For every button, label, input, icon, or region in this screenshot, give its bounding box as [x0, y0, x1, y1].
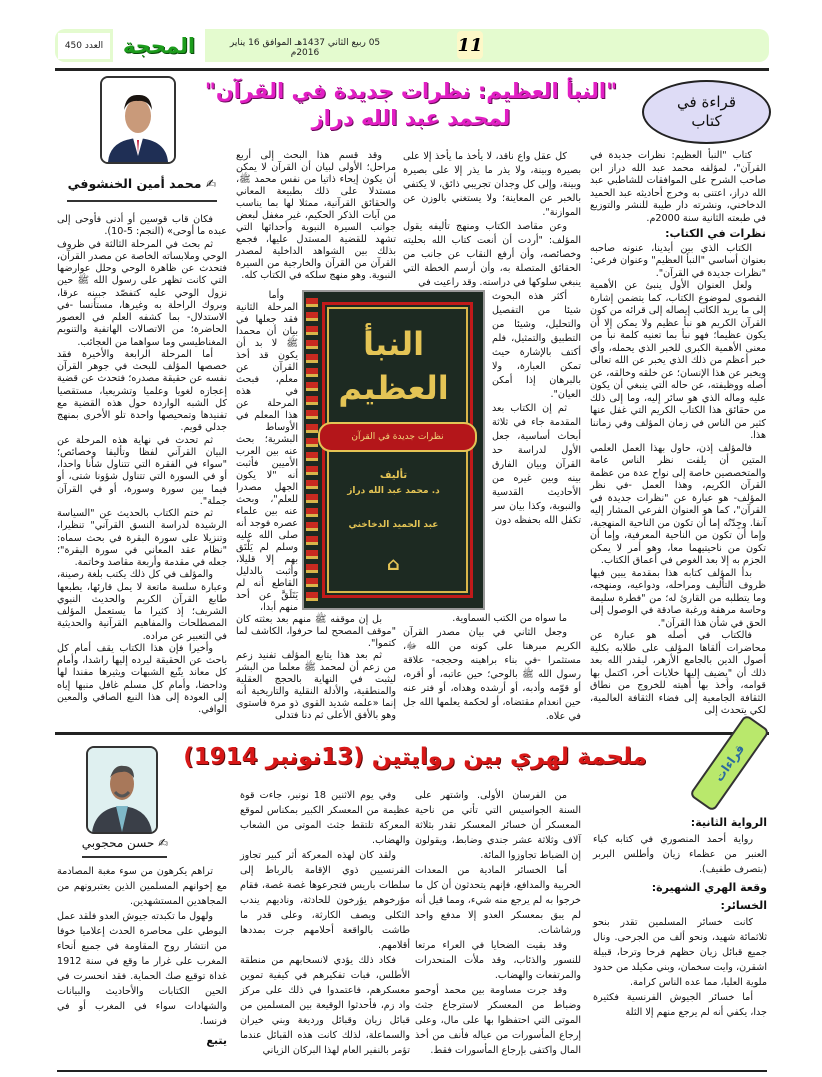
- byline2-divider: [82, 856, 167, 858]
- issue-number: العدد 450: [58, 33, 110, 59]
- subheading: وقعة الهري الشهيرة:: [651, 881, 767, 894]
- paragraph: بدأ المؤلف كتابه هذا بمقدمة يبين فيها ظروف التأليف ومراحله، ودواعيه، ومنهجه، وما يتطلبه من القارئ له؛ من "فطرة سليمة وحاسة مرهفة ورغبة صادقة في الوصول إلى الحق في شأن هذا القرآن".: [590, 567, 766, 629]
- paragraph: ولقد كان لهذه المعركة أثر كبير تجاوز الفرنسيين ذوي الإقامة بالرباط إلى سلطات باريس فتجرعوها غصة غصة، فقام مؤرخوهم يؤرخون للحادثة، وناديهم يندب الثكلى ويصف الكارثة، وعلى قدر ما طاشت بالواقعة أحلامهم جرت بمددها أقلامهم.: [240, 850, 410, 951]
- article1-column-1: [590, 150, 766, 718]
- paragraph: الكتاب الذي بين أيدينا، عنونه صاحبه بعنوان أساسي "النبأ العظيم" وعنوان فرعي: "نظرات جديدة في القرآن".: [590, 242, 766, 279]
- publisher-emblem-icon: ⌂: [387, 554, 400, 575]
- author-photo: [100, 76, 176, 164]
- article1-column-2-top: [403, 150, 581, 290]
- paragraph: وقد قسم هذا البحث إلى أربع مراحل؛ الأولى لبيان أن القرآن لا يمكن أن يكون إيحاء ذاتيا من نفس محمد ﷺ، مستدلا على ذلك بطبيعة المعاني والحقائق القرآنية، ممثلا لها بما يناسب من آيات الذكر الحكيم، غير مغفل لبعض جوانب السيرة النبوية وأحداثها التي تشهد للقضية المستدل عليها، فجمع بذلك بين الشواهد الداخلية لمصدر القرآن من القرآن والخارجية من السيرة النبوية. وهو منهج سلكه في الكتاب كله.: [236, 150, 396, 281]
- cover-by-label: تأليف: [379, 470, 408, 481]
- header-divider: [55, 68, 769, 71]
- book-cover-image: [302, 290, 485, 610]
- author2-photo: [86, 746, 158, 834]
- paragraph: فالكتاب في أصله هو عبارة عن محاضرات ألقاها المؤلف على طلابه بكلية أصول الدين بالجامع الأزهر، ليقدر الله بعد ذلك أن "يضيف إليها خلايات أخر، اكتمل بها قوامه، وأخذ بها أهبته للخروج من نطاق الثقافة الجامعية إلى فضاء الثقافة العالمية، لكي يتحدث إلى: [590, 630, 766, 716]
- paragraph: وعن مقاصد الكتاب ومنهج تأليفه يقول المؤلف: "أردت أن أنعت كتاب الله بحليته وخصائصه، وأن أرفع النقاب عن جانب من الحقائق المتصلة به، وأن أرسم الخطة التي ينبغي سلوكها في دراسته. وقد راعيت في: [403, 221, 581, 288]
- subheading: نظرات في الكتاب:: [665, 227, 766, 240]
- paragraph: فالمؤلف إذن، حاول بهذا العمل العلمي المتين أن يلفت نظر الناس عامة والمتخصصين خاصة إلى نواح عدة من عظمة القرآن الكريم، وهذا العمل -في نظر المؤلف- هو عبارة عن "نظرات جديدة في القرآن"، كما هو العنوان الفرعي المشار إليه آنفا. وجِدّتُه إما أن تكون من الناحية المنهجية، وإما أن تكون من الناحية المعرفية، وإما أن تكون من ناحيتيهما معا، وهو أمر لا يمكن الجزم به إلا بعد الغوص في أعماق الكتاب.: [590, 442, 766, 566]
- cover-subtitle: نظرات جديدة في القرآن: [318, 422, 477, 452]
- paragraph: ما سواه من الكتب السماوية.: [452, 613, 567, 624]
- paragraph: أكثر هذه البحوث شيئا من التفصيل والتحليل، وشيئا من التطبيق والتمثيل، فلم أكتف بالإشارة حيث تمكن العبارة، ولا بالبرهان إذا أمكن العيان".: [492, 291, 581, 400]
- paragraph: رواية أحمد المنصوري في كتابه كباء العنبر من عظماء زيان وأطلس البربر (بتصرف طفيف).: [593, 834, 767, 875]
- section-ribbon: قراءات: [689, 714, 770, 812]
- author2-name: حسن محجوبي: [81, 836, 155, 850]
- byline-divider: [67, 200, 217, 202]
- paragraph: وجعل الثاني في بيان مصدر القرآن الكريم مبرهنا على كونه من الله ﷻ، مستثمرا -في بناء براهينه وحججه- علاقة رسول الله ﷺ بالوحي؛ حين عاتبه، أو أقره، أو قوّمه وأدبه، أو أرشده وهداه، أو فتر عنه حين انعدام مقتضاه، أو لحكمة يعلمها الله جل في علاه.: [403, 627, 581, 722]
- paragraph: كل عقل واع ناقد، لا يأخذ ما يأخذ إلا على بصيرة وبينة، ولا يذر ما يذر إلا على بصيرة وبينة، وإلى كل وجدان تجريبي ذائق، لا يكتفي بالخبر عن المعاينة؛ ولا يستغني بالوزن عن الموازنة".: [403, 151, 581, 218]
- article2-column-4: [57, 864, 227, 1048]
- section-badge: [642, 80, 771, 144]
- paragraph: والمؤلف في كل ذلك يكتب بلغة رصينة، وعبارة سلسة ماتعة لا يمل قارئها، يطبعها طابع القرآن الكريم والحديث النبوي الشريف؛ إذ كثيرا ما يستعمل المؤلف المصطلحات والمفاهيم القرآنية والحديثية في التعبير عن مراده.: [57, 569, 227, 642]
- footer-divider: [57, 1070, 767, 1072]
- article2-column-1: [593, 812, 767, 1020]
- section-badge-label: قراءة في كتاب: [677, 93, 736, 130]
- paragraph: تراهم يكرهون من سوء مغبة المصادمة مع إخوانهم المسلمين الذين يعتبرونهم من المجاهدين المستشهدين.: [57, 866, 227, 907]
- cover-editor: عبد الحميد الدخاخني: [348, 520, 439, 530]
- paragraph: ثم تحدث في نهاية هذه المرحلة عن البيان القرآني لفظا وتأليفا وخصائص؛ "سواء في الفقرة التي تتناول شأنا واحدا، أو في السورة التي تتناول شؤونا شتى، أو فيما بين سورة وسورة، أو في القرآن جملة".: [57, 434, 227, 507]
- issue-date: 05 ربيع الثاني 1437هـ الموافق 16 يناير 2016م: [229, 38, 381, 58]
- paragraph: وقد بقيت الضحايا في العراء مرتعا للنسور والذئاب، وقد ملأت المنحدرات والمرتفعات والهضاب.: [415, 940, 581, 981]
- paragraph: كتاب "النبأ العظيم: نظرات جديدة في القرآن"، لمؤلفه محمد عبد الله دراز ابن صاحب الشرح على الموافقات للشاطبي عبد الله دراز، اعتنى به وخرج أحاديثه عبد الحميد الدخاخني، ونشرته دار طيبة للنشر والتوزيع في طبعته الثانية سنة 2000م.: [590, 150, 766, 224]
- article-title: [185, 78, 637, 132]
- article2-column-4-text: [57, 864, 227, 1029]
- paragraph: ولعل العنوان الأول ينبئ عن الأهمية القصوى لموضوع الكتاب، كما يتضمن إشارة إلى ما يريد الكاتب إيصاله إلى قرائه من كون القرآن الكريم هو نبأ عظيم ولا يمكن إلا أن يكون عظيما؛ فهو نبأ بما تعنيه كلمة نبأ من معنى الأهمية الكبرى للخبر الذي يحمله، وأي خبر أعظم من ذلك الذي يخبر عن الله تعالى ويخبر عن هذا الإنسان؛ عن خلقه وخالقه، عن أصله ووظيفته، عن حاله التي ينبغي أن يكون عليه وماله الذي هو سائر إليه، وما إلى ذلك من حقائق هذا الكتاب الكريم التي غفل عنها كثير من الناس في زمان المؤلف وفي زماننا هذا.: [590, 280, 766, 441]
- paragraph: وقد جرت مساومة بين محمد أوحمو وضباط من المعسكر لاسترجاع جثث الموتى التي احتفظوا بها على مال، وعلى إرجاع المأسورات من عياله فأنف من أخذ المال واكتفى بإرجاع المأسورات فقط.: [415, 985, 581, 1056]
- paragraph: وأما المرحلة الثانية فقد جعلها في بيان أن محمدا ﷺ لا بد أن يكون قد أخذ القرآن عن معلم، فبحث في هذه المرحلة عن هذا المعلم في الأوساط البشرية؛ بحث عنه بين العرب الأميين فأثبت أنه "لا يكون الجهل مصدرا للعلم"، وبحث عنه بين علماء عصره فوجد أنه صلى الله عليه وسلم لم يَلْتَق بهم إلا قليلا، وأثبت بالدليل القاطع أنه لم يَتَلَقَّ عن أحد منهم أبدا،: [236, 290, 298, 613]
- paragraph: أما المرحلة الرابعة والأخيرة فقد خصصها المؤلف للبحث في جوهر القرآن نفسه عن حقيقة مصدره؛ فتحدث عن قضية إعجازه لغويا وعلميا وتشريعيا، مستقصيا كل الشبه الواردة حول هذه القضية مع تفنيدها وتمحيصها واحدة تلو الأخرى بمنهج جدلي قويم.: [57, 348, 227, 434]
- page-number: 11: [457, 31, 483, 59]
- author-name: محمد أمين الخنشوفي: [67, 176, 202, 191]
- article1-column-2-bottom: [403, 612, 581, 724]
- to-be-continued: يتبع: [206, 1034, 227, 1047]
- paragraph: أما خسائر الجيوش الفرنسية فكثيرة جدا، يكفي أنه لم يرجع منهم إلا الثلة: [593, 992, 767, 1018]
- author2-byline: ✍ حسن محجوبي: [81, 836, 169, 850]
- cover-title: النبأ العظيم: [338, 325, 449, 407]
- author-byline: ✍ محمد أمين الخنشوفي: [67, 176, 217, 191]
- article2-column-2: [415, 788, 581, 1058]
- article2-column-3: [240, 788, 410, 1058]
- paragraph: كانت خسائر المسلمين تقدر بنحو ثلاثمائة شهيد، ونحو ألف من الجرحى. ونال جميع قبائل زيان حظهم فرحا وترحا، قبيلة اشقرن، وايت سخمان، وبني مكيلد من حدود ملوية العليا، مما عده الناس كرامة.: [593, 917, 767, 988]
- paragraph: وفي يوم الاثنين 18 نونبر، جاءت قوة عظيمة من المعسكر الكبير بمكناس لموقع المعركة تلتقط جثث الموتى من الشعاب والهضاب.: [240, 790, 410, 846]
- paragraph: ولهول ما تكبدته جيوش العدو فلقد عمل البوطي على محاصرة الحدث إعلاميا خوفا من انتشار روح المقاومة في جميع أنحاء المغرب على غرار ما وقع في سنة 1912 غداة توقيع صك الحماية. فقد انحسرت في الحين الكتابات والأحاديث والبيانات والشهادات سواء في المغرب أو في فرنسا.: [57, 911, 227, 1027]
- subheading: الخسائر:: [720, 899, 767, 912]
- paragraph: فكاد ذلك يؤدي لانسحابهم من منطقة الأطلس، فبات تفكيرهم في كيفية تموين معسكرهم، فاعتمدوا في ذلك على مركز واد زم، فأحدثوا الوقيعة بين المسلمين من قبائل زيان وقبائل ورديغة وبني خيران والسماعلة، لذلك كانت هذه القبائل عندما تؤمر بالنفير العام لهذا البركان الزياني: [240, 955, 410, 1056]
- article1-column-3-top: [236, 150, 396, 290]
- cover-author: د. محمد عبد الله دراز: [347, 486, 440, 496]
- paragraph: ثم إن الكتاب بعد المقدمة جاء في ثلاثة أبحاث أساسية، جعل الأول لدراسة حد القرآن وبيان الفارق بينه وبين غيره من الأحاديث القدسية والنبوية، وكذا بيان سر تكفل الله بحفظه دون: [492, 403, 581, 526]
- article1-column-3-bottom: [236, 614, 396, 722]
- article2-title: ملحمة لهري بين روايتين (13نونبر 1914): [183, 744, 647, 770]
- paragraph: فكان قاب قوسين أو أدنى فأوحى إلى عبده ما أوحى» (النجم: 5-10).: [57, 214, 227, 238]
- article-divider: [55, 732, 769, 735]
- paragraph: من الفرسان الأولى. واشتهر على السنة الجواسيس التي تأتي من ناحية المعسكر أن خسائر المعسكر تقدر بثلاثة آلاف وثلاثة عشر جندي وضابط، ويقولون إن الضباط تجاوزوا المائة.: [415, 790, 581, 861]
- article1-column-3-strip: [236, 290, 298, 614]
- article-title-line1: "النبأ العظيم: نظرات جديدة في القرآن": [204, 79, 618, 103]
- newspaper-logo: المحجة: [113, 29, 205, 62]
- article-title-line2: لمحمد عبد الله دراز: [311, 106, 511, 130]
- article1-column-4: [57, 214, 227, 716]
- paragraph: وأخيرا فإن هذا الكتاب يقف أمام كل باحث عن الحقيقة ليرده إليها راشدا، وأمام كل معاند يتّبع الشبهات ويثيرها مفندا لها وداحضا، وأمام كل مسلم غافل منبها إياه إلى العودة إلى هذا النبع الصافي والمعين الوافي.: [57, 642, 227, 715]
- paragraph: ثم ختم الكتاب بالحديث عن "السياسة الرشيدة لدراسة النسق القرآني" تنظيرا، وتنزيلا على سورة البقرة في بحث سماه: "نظام عقد المعاني في سورة البقرة"؛ جعله في مقدمة وأربعة مقاصد وخاتمة.: [57, 508, 227, 568]
- paragraph: بل إن موقفه ﷺ منهم بعد بعثته كان "موقف المصحح لما حرفوا، الكاشف لما كتموا".: [236, 614, 396, 649]
- paragraph: ثم بحث في المرحلة الثالثة في ظروف الوحي وملابساته الخاصة عن مصدر القرآن، فتحدث عن ظاهرة الوحي وحلل عوارضها التي كانت تظهر على رسول الله ﷺ حين نزول الوحي عليه كتفصّد جبينه عرقا، وبروك الراحلة به وغيرها، مستأنسا -في الاستدلال- بما كشفه العلم في العصور الحاضرة؛ من الاتصالات الهاتفية والتنويم المغناطيسي وما سواهما من العجائب.: [57, 238, 227, 348]
- paragraph: أما الخسائر المادية من المعدات الحربية والمدافع، فإنهم يتحدثون أن كل ما خرجوا به لم يرجع منه شيء، ومما قيل أنه لم يبق بمعسكر العدو إلا مدفع واحد ورشاشات.: [415, 865, 581, 936]
- article1-column-2-strip: [492, 290, 581, 612]
- paragraph: ثم بعد هذا يتابع المؤلف تفنيد زعم من زعم أن لمحمد ﷺ معلما من البشر ليثبت في النهاية بالحجج العقلية والمنطقية، والأدلة النقلية والتاريخية أنه إنما «علمه شديد القوى ذو مرة فاستوى وهو بالأفق الأعلى ثم دنا فتدلى: [236, 650, 396, 721]
- subheading: الرواية الثانية:: [690, 816, 767, 829]
